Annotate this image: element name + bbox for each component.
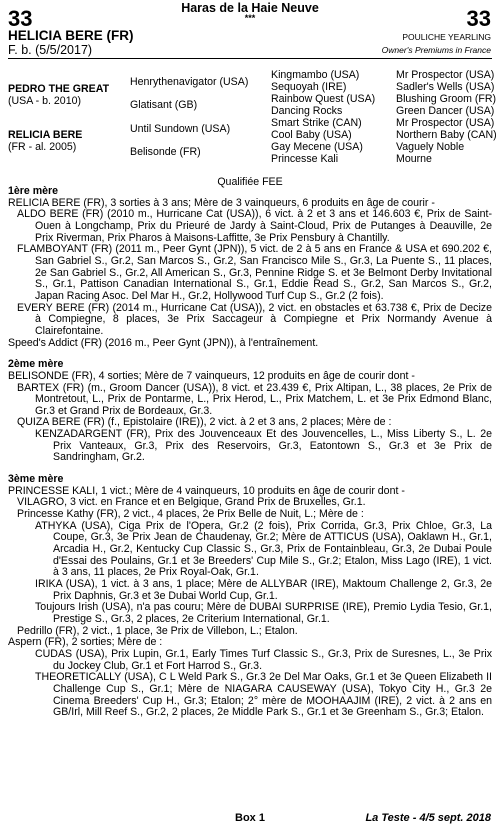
produce-paragraph: VILAGRO, 3 vict. en France et en Belgique, Grand Prix de Bruxelles, Gr.1. (17, 496, 366, 509)
consignor-name: Haras de la Haie Neuve (181, 1, 319, 15)
produce-paragraph: Aspern (FR), 2 sorties; Mère de : (8, 636, 163, 649)
produce-paragraph: FLAMBOYANT (FR) (2011 m., Peer Gynt (JPN)), 5 vict. de 2 à 5 ans en France & USA et 690.202 €, San Gabriel S., Gr.2, San Marcos S., Gr.2, San Francisco Mile S., Gr.3, La Puente S., 11 places, 2e San Gabriel S., Gr.2, All American S., Gr.3, Pennine Ridge S. et 3e Belmont Derby Invitational S., Gr.1, Pattison Canadian International S., Gr.1, Eddie Read S., Gr.2, San Marcos S., Gr.2, Japan Racing Asoc. Del Mar H., Gr.2, Hollywood Turf Cup S., Gr.2 (2 fois). (17, 243, 492, 302)
premium-status: Owner's Premiums in France (381, 45, 491, 55)
pedigree-gen3: Dancing Rocks (271, 105, 343, 117)
produce-paragraph: KENZADARGENT (FR), Prix des Jouvenceaux Et des Jouvencelles, L., Miss Liberty S., L. 2e Prix Vanteaux, Gr.3, Prix des Reservoirs, Gr.3, Eatontown S., Gr.3 et 3e Prix de Sandringham, Gr.2. (35, 428, 492, 464)
pedigree-gen3: Smart Strike (CAN) (271, 117, 362, 129)
sale-type: POULICHE YEARLING (402, 32, 491, 42)
horse-name: HELICIA BERE (FR) (8, 28, 134, 43)
pedigree-dam: RELICIA BERE (8, 129, 83, 141)
produce-paragraph: ALDO BERE (FR) (2010 m., Hurricane Cat (USA)), 6 vict. à 2 et 3 ans et 146.603 €, Prix de Saint-Ouen à Longchamp, Prix du Prieuré de Jardy à Saint-Cloud, Prix de Putanges à Deauville, 2e Prix Riverman, Prix Pharos à Maisons-Laffitte, 3e Prix Pensbury à Chantilly. (17, 208, 492, 244)
pedigree-sire: PEDRO THE GREAT (8, 83, 110, 95)
pedigree-dam-info: (FR - al. 2005) (8, 141, 77, 153)
produce-record (8, 186, 492, 719)
pedigree-gen2: Henrythenavigator (USA) (130, 76, 249, 88)
pedigree-gen3: Sequoyah (IRE) (271, 81, 347, 93)
dam-paragraph: BELISONDE (FR), 4 sorties; Mère de 7 vainqueurs, 12 produits en âge de courir dont - (8, 369, 415, 382)
pedigree-gen3: Gay Mecene (USA) (271, 141, 363, 153)
produce-paragraph: THEORETICALLY (USA), C L Weld Park S., Gr.3 2e Del Mar Oaks, Gr.1 et 3e Queen Elizabeth II Challenge Cup S., Gr.1; Mère de NIAGARA CAUSEWAY (USA), Tokyo City H., Gr.3 2e Cinema Breeders' Cup H., Gr.3; Etalon; 2° mère de MOOHAAJIM (IRE), 2 vict. à 2 ans en GB/Irl, Mill Reef S., Gr.2, 2 places, 2e Middle Park S., Gr.1 et 3e Greenham S., Gr.3; Etalon. (35, 671, 492, 719)
pedigree-gen4: Blushing Groom (FR) (396, 93, 497, 105)
pedigree-gen2: Belisonde (FR) (130, 146, 201, 158)
pedigree-gen3: Kingmambo (USA) (271, 69, 360, 81)
produce-paragraph: EVERY BERE (FR) (2014 m., Hurricane Cat (USA)), 2 vict. en obstacles et 63.738 €, Prix de Decize à Compiegne, 8 places, 3e Prix Saccageur à Compiegne et Prix Normandy Avenue à Clairefontaine. (17, 301, 492, 337)
produce-paragraph: ATHYKA (USA), Ciga Prix de l'Opera, Gr.2 (2 fois), Prix Corrida, Gr.3, Prix Chloe, Gr.3, La Coupe, Gr.3, 3e Prix Jean de Chaudenay, Gr.2; Mère de ATTICUS (USA), Oaklawn H., Gr.1, Arcadia H., Gr.2, Kentucky Cup Classic S., Gr.3, Prix de Fontainbleau, Gr.3, 2e Dubai Poule d'Essai des Poulains, Gr.1 et 3e Breeders' Cup Mile S., Gr.2; Etalon, Miss Lago (IRE), 1 vict. à 3 ans, 11 places, 2e Prix Royal-Oak, Gr.1. (35, 519, 492, 579)
header-divider (8, 58, 492, 59)
produce-paragraph: Speed's Addict (FR) (2016 m., Peer Gynt (JPN)), à l'entraînement. (8, 336, 319, 349)
qualification: Qualifiée FEE (217, 176, 283, 188)
lot-number-left: 33 (8, 6, 33, 31)
footer-box: Box 1 (235, 812, 265, 824)
pedigree-gen2: Until Sundown (USA) (130, 123, 231, 135)
pedigree-gen4: Mr Prospector (USA) (396, 69, 495, 81)
pedigree-gen4: Mr Prospector (USA) (396, 117, 495, 129)
pedigree-gen4: Vaguely Noble (396, 141, 465, 153)
produce-paragraph: Princesse Kathy (FR), 2 vict., 4 places, 2e Prix Belle de Nuit, L.; Mère de : (17, 508, 364, 521)
pedigree-gen4: Mourne (396, 153, 432, 165)
dam-paragraph: RELICIA BERE (FR), 3 sorties à 3 ans; Mère de 3 vainqueurs, 6 produits en âge de courir - (8, 196, 435, 209)
pedigree-gen3: Princesse Kali (271, 153, 339, 165)
pedigree-gen4: Sadler's Wells (USA) (396, 81, 495, 93)
produce-paragraph: QUIZA BERE (FR) (f., Epistolaire (IRE)), 2 vict. à 2 et 3 ans, 2 places; Mère de : (17, 416, 392, 429)
pedigree-gen3: Rainbow Quest (USA) (271, 93, 376, 105)
section-heading-third-dam: 3ème mère (8, 473, 64, 486)
pedigree-gen4: Northern Baby (CAN) (396, 129, 497, 141)
lot-number-right: 33 (466, 6, 491, 31)
section-heading-first-dam: 1ère mère (8, 185, 59, 197)
pedigree-gen2: Glatisant (GB) (130, 99, 198, 111)
produce-paragraph: Pedrillo (FR), 2 vict., 1 place, 3e Prix de Villebon, L.; Etalon. (17, 624, 298, 637)
horse-sex-dob: F. b. (5/5/2017) (8, 43, 93, 57)
produce-paragraph: IRIKA (USA), 1 vict. à 3 ans, 1 place; Mère de ALLYBAR (IRE), Maktoum Challenge 2, Gr.3, 2e Prix Daphnis, Gr.3 et 3e Dubai World Cup, Gr.1. (35, 578, 492, 602)
section-heading-second-dam: 2ème mère (8, 358, 64, 371)
produce-paragraph: CUDAS (USA), Prix Lupin, Gr.1, Early Times Turf Classic S., Gr.3, Prix de Suresnes, L., 3e Prix du Jockey Club, Gr.1 et Fort Harrod S., Gr.3. (35, 647, 492, 672)
footer-sale: La Teste - 4/5 sept. 2018 (365, 812, 491, 824)
produce-paragraph: BARTEX (FR) (m., Groom Dancer (USA)), 8 vict. et 23.439 €, Prix Altipan, L., 38 places, 2e Prix de Montretout, L., Prix de Pontarme, L., Prix Herod, L., Prix Matchem, L. et 3e Prix Edmond Blanc, Gr.3 et Grand Prix de Bordeaux, Gr.3. (17, 381, 492, 417)
pedigree-gen3: Cool Baby (USA) (271, 129, 352, 141)
pedigree-gen4: Green Dancer (USA) (396, 105, 495, 117)
dam-paragraph: PRINCESSE KALI, 1 vict.; Mère de 4 vainqueurs, 10 produits en âge de courir dont - (8, 484, 405, 497)
produce-paragraph: Toujours Irish (USA), n'a pas couru; Mère de DUBAI SURPRISE (IRE), Premio Lydia Tesio, Gr.1, Prestige S., Gr.3, 2 places, 2e Criterium International, Gr.1. (35, 601, 492, 625)
consignor-stars: *** (244, 13, 256, 23)
pedigree-sire-info: (USA - b. 2010) (8, 95, 82, 107)
